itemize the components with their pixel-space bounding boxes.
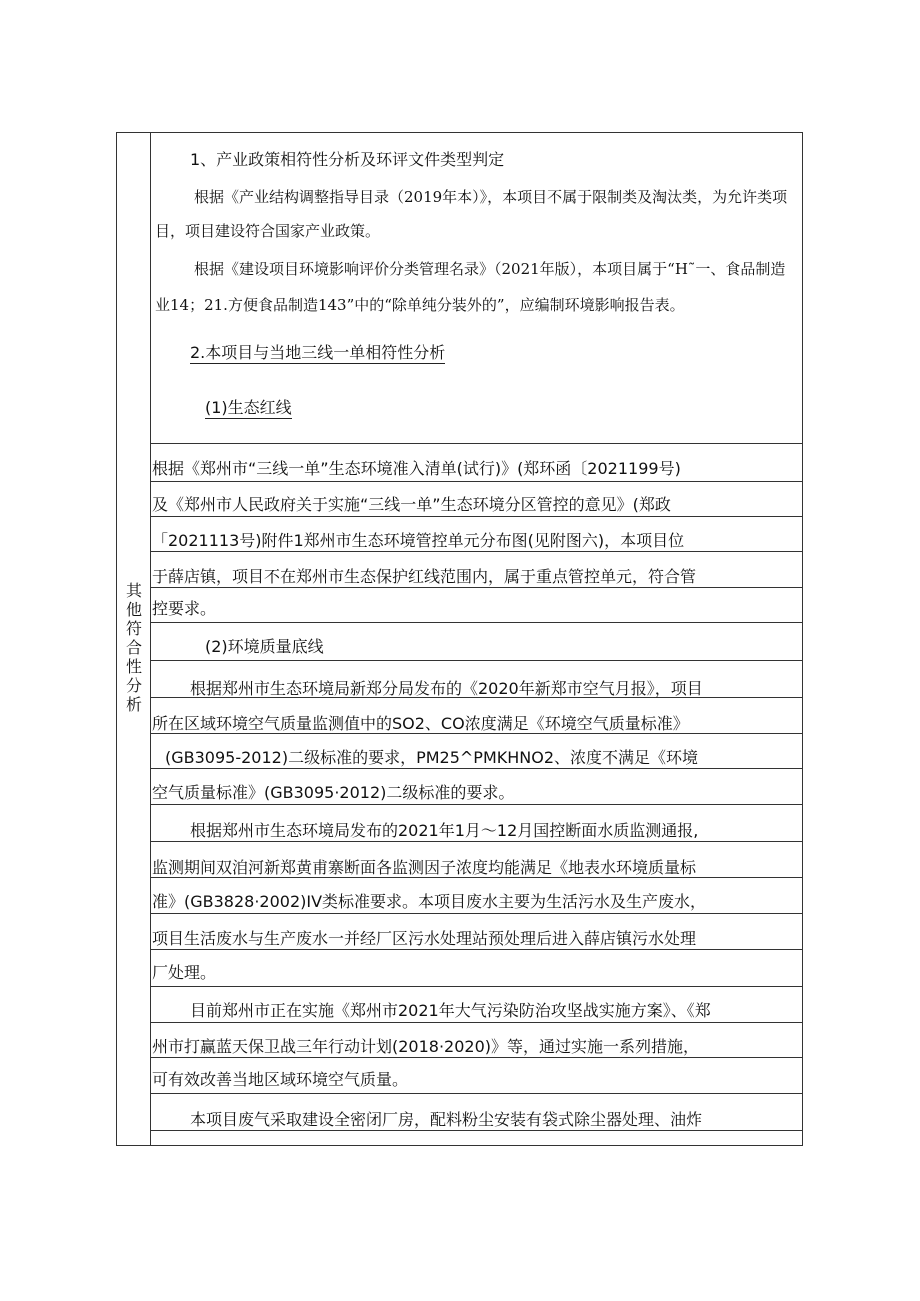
paragraph-line: 本项目废气采取建设全密闭厂房，配料粉尘安装有袋式除尘器处理、油炸 — [190, 1110, 703, 1129]
paragraph-line: 厂处理。 — [152, 963, 217, 982]
row-rule — [151, 516, 803, 517]
row-rule — [151, 1022, 803, 1023]
category-label: 其 他 符 合 性 分 析 — [125, 581, 142, 714]
row-rule — [151, 804, 803, 805]
paragraph-line: 根据《郑州市“三线一单”生态环境准入清单(试行)》(郑环函〔2021199号) — [152, 459, 681, 478]
row-rule — [151, 587, 803, 588]
paragraph-line: 监测期间双洎河新郑黄甫寨断面各监测因子浓度均能满足《地表水环境质量标 — [152, 858, 697, 877]
paragraph-line: 空气质量标准》(GB3095·2012)二级标准的要求。 — [152, 783, 515, 802]
row-rule — [151, 660, 803, 661]
subsection-heading: (2)环境质量底线 — [205, 637, 324, 656]
paragraph-line: 目，项目建设符合国家产业政策。 — [155, 222, 381, 240]
paragraph-line: 及《郑州市人民政府关于实施“三线一单”生态环境分区管控的意见》(郑政 — [152, 495, 671, 514]
paragraph-line: 根据《产业结构调整指导目录（2019年本）》，本项目不属于限制类及淘汰类，为允许类项 — [194, 188, 788, 206]
subsection-heading: (1)生态红线 — [205, 398, 292, 417]
paragraph-line: 目前郑州市正在实施《郑州市2021年大气污染防治攻坚战实施方案》、《郑 — [190, 1001, 711, 1020]
paragraph-line: 「2021113号)附件1郑州市生态环境管控单元分布图(见附图六)，本项目位 — [152, 531, 685, 550]
paragraph-line: 可有效改善当地区域环境空气质量。 — [152, 1070, 409, 1089]
paragraph-line: 项目生活废水与生产废水一并经厂区污水处理站预处理后进入薛店镇污水处理 — [152, 929, 697, 948]
row-rule — [151, 768, 803, 769]
row-rule — [151, 1093, 803, 1094]
row-rule — [151, 913, 803, 914]
paragraph-line: 州市打赢蓝天保卫战三年行动计划(2018·2020)》等，通过实施一系列措施， — [152, 1037, 700, 1056]
paragraph-line: 根据郑州市生态环境局发布的2021年1月～12月国控断面水质监测通报, — [190, 821, 699, 840]
row-rule — [151, 1130, 803, 1131]
row-rule — [151, 1057, 803, 1058]
paragraph-line: (GB3095-2012)二级标准的要求，PM25^PMKHNO2、浓度不满足《环境 — [165, 748, 699, 767]
row-rule — [151, 481, 803, 482]
paragraph-line: 于薛店镇，项目不在郑州市生态保护红线范围内，属于重点管控单元，符合管 — [152, 567, 697, 586]
paragraph-line: 控要求。 — [152, 599, 217, 618]
section-heading: 2.本项目与当地三线一单相符性分析 — [190, 343, 446, 362]
row-rule — [151, 551, 803, 552]
paragraph-line: 所在区域环境空气质量监测值中的SO2、CO浓度满足《环境空气质量标准》 — [152, 714, 689, 733]
row-rule — [151, 986, 803, 987]
paragraph-line: 准》(GB3828·2002)IV类标准要求。本项目废水主要为生活污水及生产废水， — [152, 892, 707, 911]
section-heading: 1、产业政策相符性分析及环评文件类型判定 — [190, 150, 505, 169]
row-rule — [151, 622, 803, 623]
row-rule — [151, 841, 803, 842]
row-rule — [151, 443, 803, 444]
paragraph-line: 根据《建设项目环境影响评价分类管理名录》（2021年版），本项目属于“H˜一、食品制造 — [194, 260, 786, 278]
row-rule — [151, 949, 803, 950]
paragraph-line: 业14；21.方便食品制造143”中的“除单纯分装外的”，应编制环境影响报告表。 — [155, 296, 685, 314]
category-column — [117, 133, 151, 1145]
paragraph-line: 根据郑州市生态环境局新郑分局发布的《2020年新郑市空气月报》，项目 — [190, 679, 703, 698]
